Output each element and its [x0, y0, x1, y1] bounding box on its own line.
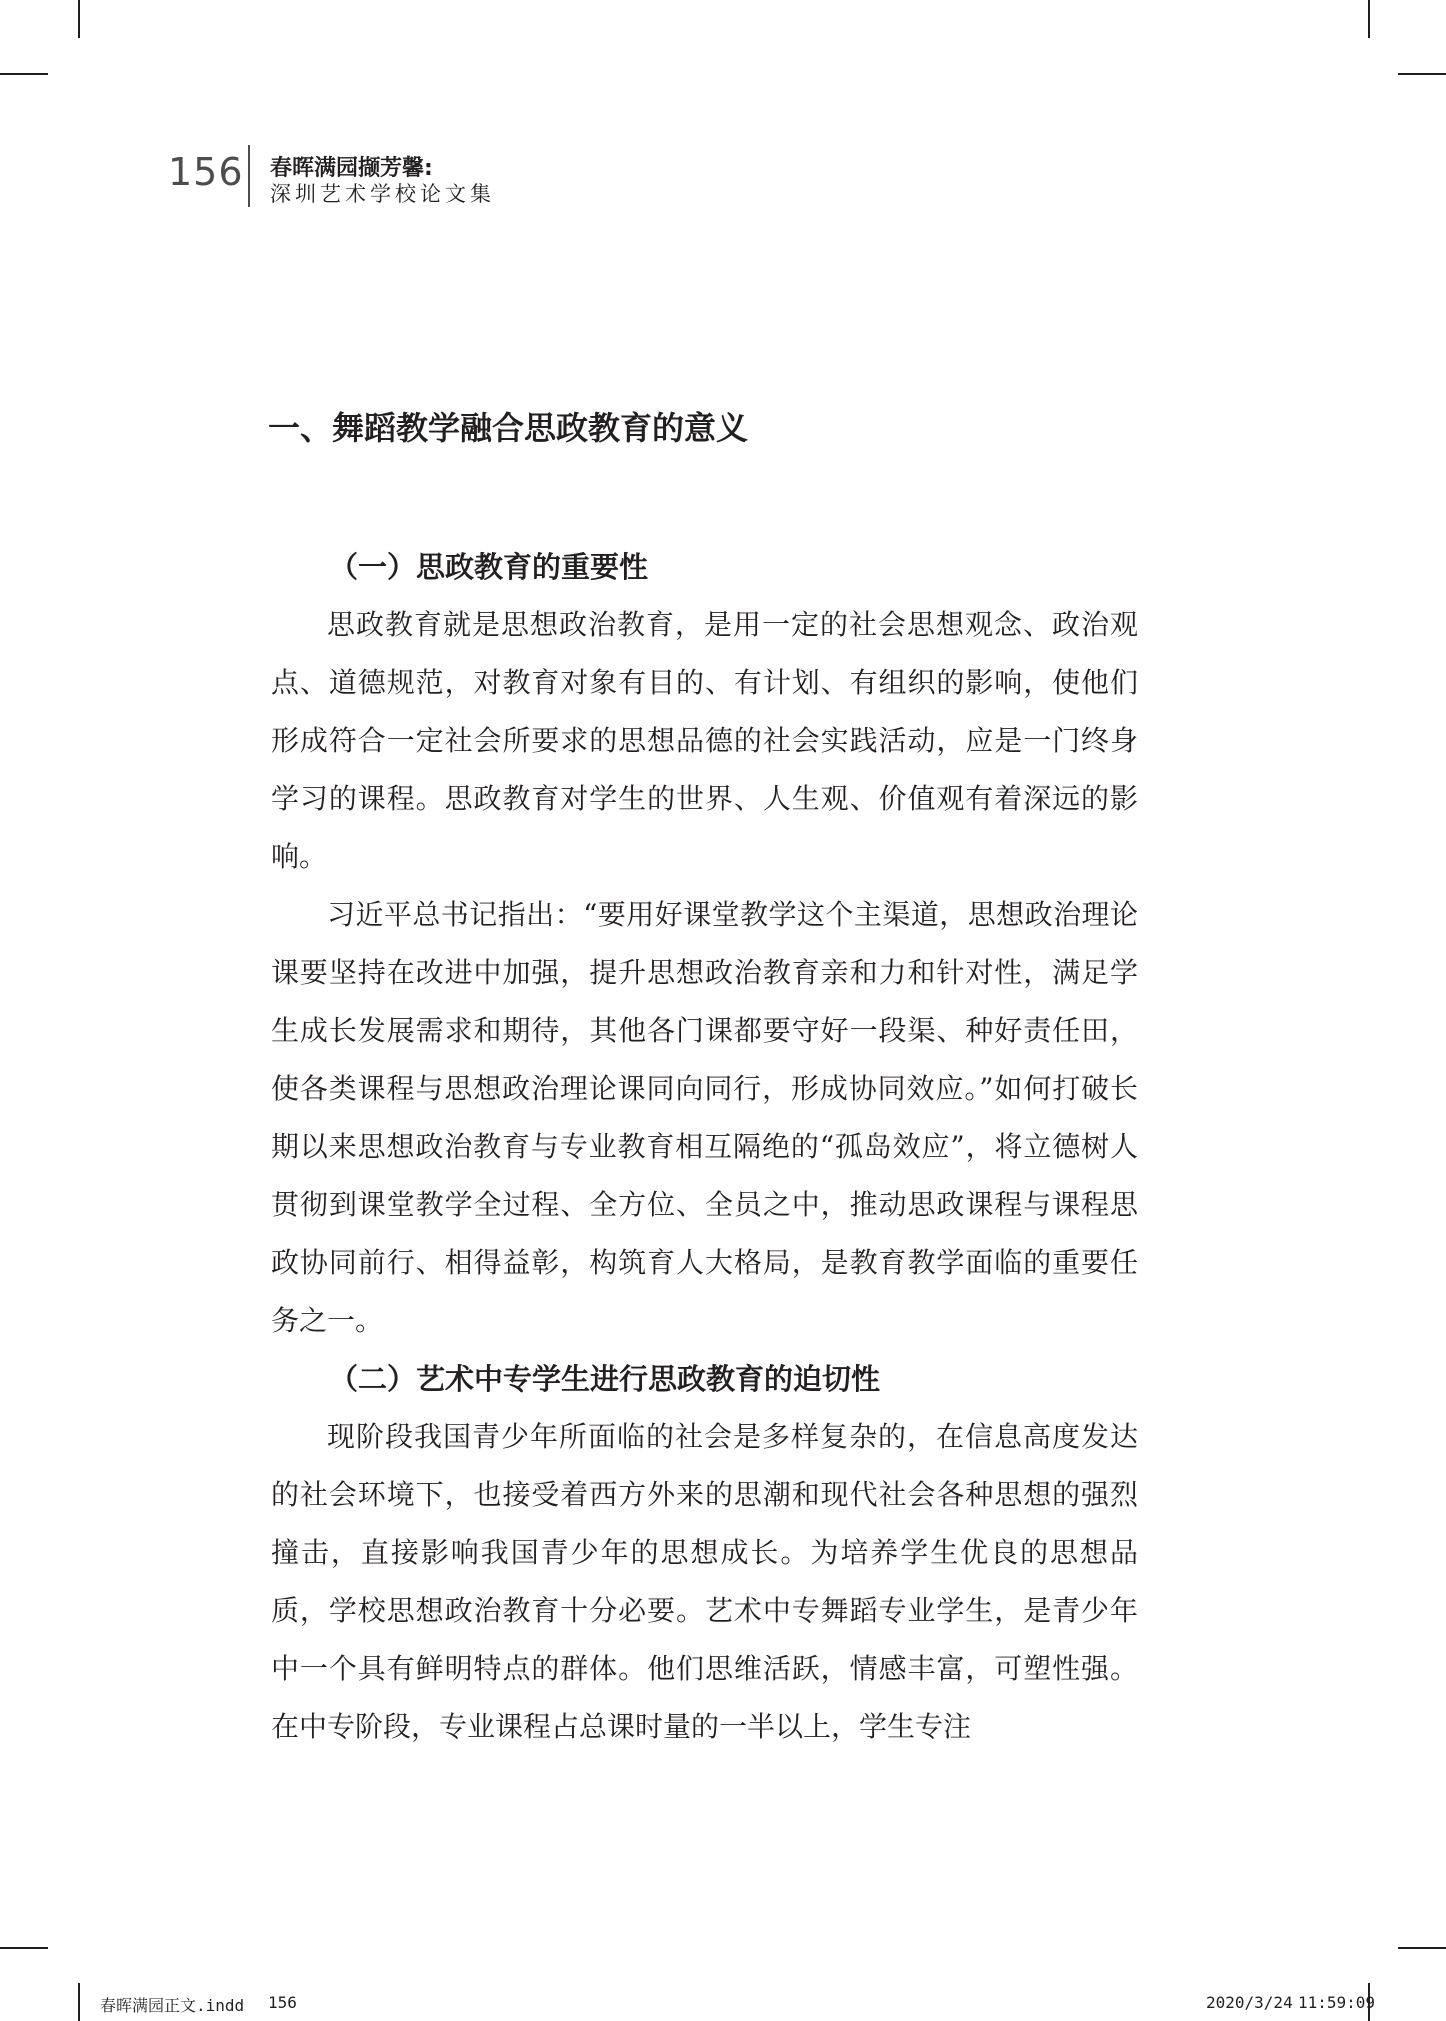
slug-page: 156: [268, 1993, 297, 2012]
subsection-heading: （二）艺术中专学生进行思政教育的迫切性: [329, 1362, 881, 1396]
body-text: [271, 538, 1138, 1756]
paragraph: 习近平总书记指出：“要用好课堂教学这个主渠道，思想政治理论课要坚持在改进中加强，提升思想政治教育亲和力和针对性，满足学生成长发展需求和期待，其他各门课都要守好一段渠、种好责任田，使各类课程与思想政治理论课同向同行，形成协同效应。”如何打破长期以来思想政治教育与专业教育相互隔绝的“孤岛效应”，将立德树人贯彻到课堂教学全过程、全方位、全员之中，推动思政课程与课程思政协同前行、相得益彰，构筑育人大格局，是教育教学面临的重要任务之一。: [271, 898, 1138, 1337]
crop-mark-bottom-left: [78, 1983, 80, 2021]
slug-file-name: 春晖满园正文.indd: [100, 1996, 245, 2015]
crop-mark-top-left: [78, 0, 80, 38]
crop-mark-bottom-left-h: [0, 1947, 48, 1949]
slug-date: 2020/3/24: [1206, 1993, 1293, 2012]
paragraph: 思政教育就是思想政治教育，是用一定的社会思想观念、政治观点、道德规范，对教育对象有目的、有计划、有组织的影响，使他们形成符合一定社会所要求的思想品德的社会实践活动，应是一门终身学习的课程。思政教育对学生的世界、人生观、价值观有着深远的影响。: [271, 608, 1138, 873]
book-title: 春晖满园撷芳馨:: [270, 156, 433, 181]
crop-mark-top-right-h: [1398, 73, 1446, 75]
paragraph: 现阶段我国青少年所面临的社会是多样复杂的，在信息高度发达的社会环境下，也接受着西方外来的思潮和现代社会各种思想的强烈撞击，直接影响我国青少年的思想成长。为培养学生优良的思想品质，学校思想政治教育十分必要。艺术中专舞蹈专业学生，是青少年中一个具有鲜明特点的群体。他们思维活跃，情感丰富，可塑性强。在中专阶段，专业课程占总课时量的一半以上，学生专注: [271, 1420, 1138, 1743]
slug-time: 11:59:09: [1298, 1993, 1376, 2012]
section-heading: 一、舞蹈教学融合思政教育的意义: [268, 409, 749, 447]
header-divider: [248, 145, 250, 207]
crop-mark-bottom-right-h: [1398, 1947, 1446, 1949]
book-subtitle: 深圳艺术学校论文集: [270, 182, 495, 206]
page-number: 156: [168, 150, 244, 194]
crop-mark-top-right: [1368, 0, 1370, 38]
crop-mark-top-left-h: [0, 73, 48, 75]
subsection-heading: （一）思政教育的重要性: [329, 550, 649, 584]
